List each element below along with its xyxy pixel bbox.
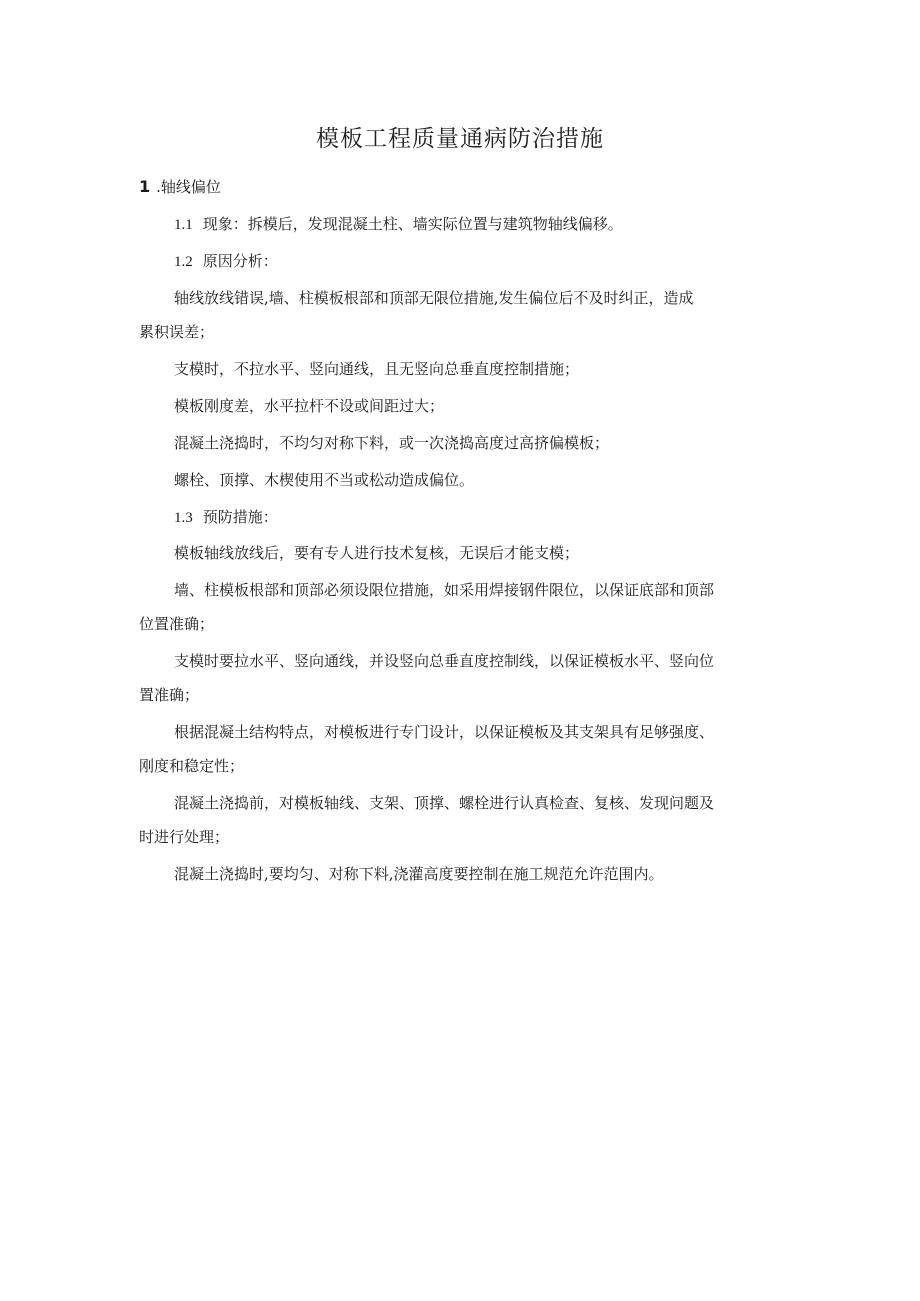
paragraph-line: 混凝土浇捣时，不均匀对称下料，或一次浇捣高度过高挤偏模板； <box>174 434 610 452</box>
paragraph-line: 墙、柱模板根部和顶部必须设限位措施，如采用焊接钢件限位，以保证底部和顶部 <box>174 581 715 599</box>
paragraph-line: 支模时要拉水平、竖向通线，并设竖向总垂直度控制线，以保证模板水平、竖向位 <box>174 652 715 670</box>
page-title: 模板工程质量通病防治措施 <box>316 126 604 152</box>
paragraph-line: 混凝土浇捣时,要均匀、对称下料,浇灌高度要控制在施工规范允许范围内。 <box>174 865 664 883</box>
subsection-number: 1.1 <box>174 217 193 233</box>
subsection-1-2 <box>174 251 278 272</box>
subsection-label: 预防措施： <box>202 508 278 526</box>
paragraph-line: 螺栓、顶撑、木楔使用不当或松动造成偏位。 <box>174 471 475 489</box>
paragraph-line: 混凝土浇捣前，对模板轴线、支架、顶撑、螺栓进行认真检查、复核、发现问题及 <box>174 794 715 812</box>
paragraph-line: 累积误差； <box>139 323 215 341</box>
subsection-1-3 <box>174 507 278 528</box>
paragraph-line: 支模时，不拉水平、竖向通线，且无竖向总垂直度控制措施； <box>174 360 580 378</box>
subsection-number: 1.2 <box>174 254 193 270</box>
paragraph-line: 模板刚度差，水平拉杆不设或间距过大； <box>174 397 445 415</box>
section-number: 1 <box>139 177 151 196</box>
section-heading-text: .轴线偏位 <box>156 178 221 196</box>
paragraph-text: 现象：拆模后，发现混凝土柱、墙实际位置与建筑物轴线偏移。 <box>202 215 623 233</box>
paragraph-line: 位置准确； <box>139 615 215 633</box>
section-heading <box>139 176 221 197</box>
paragraph-line: 模板轴线放线后，要有专人进行技术复核，无误后才能支模； <box>174 544 580 562</box>
paragraph-line: 轴线放线错误,墙、柱模板根部和顶部无限位措施,发生偏位后不及时纠正，造成 <box>174 289 694 307</box>
subsection-number: 1.3 <box>174 510 193 526</box>
paragraph-line: 根据混凝土结构特点，对模板进行专门设计，以保证模板及其支架具有足够强度、 <box>174 723 715 741</box>
paragraph-line: 置准确； <box>139 686 200 704</box>
paragraph-line: 时进行处理； <box>139 828 230 846</box>
subsection-1-1 <box>174 214 623 235</box>
paragraph-line: 刚度和稳定性； <box>139 757 245 775</box>
subsection-label: 原因分析： <box>202 252 278 270</box>
